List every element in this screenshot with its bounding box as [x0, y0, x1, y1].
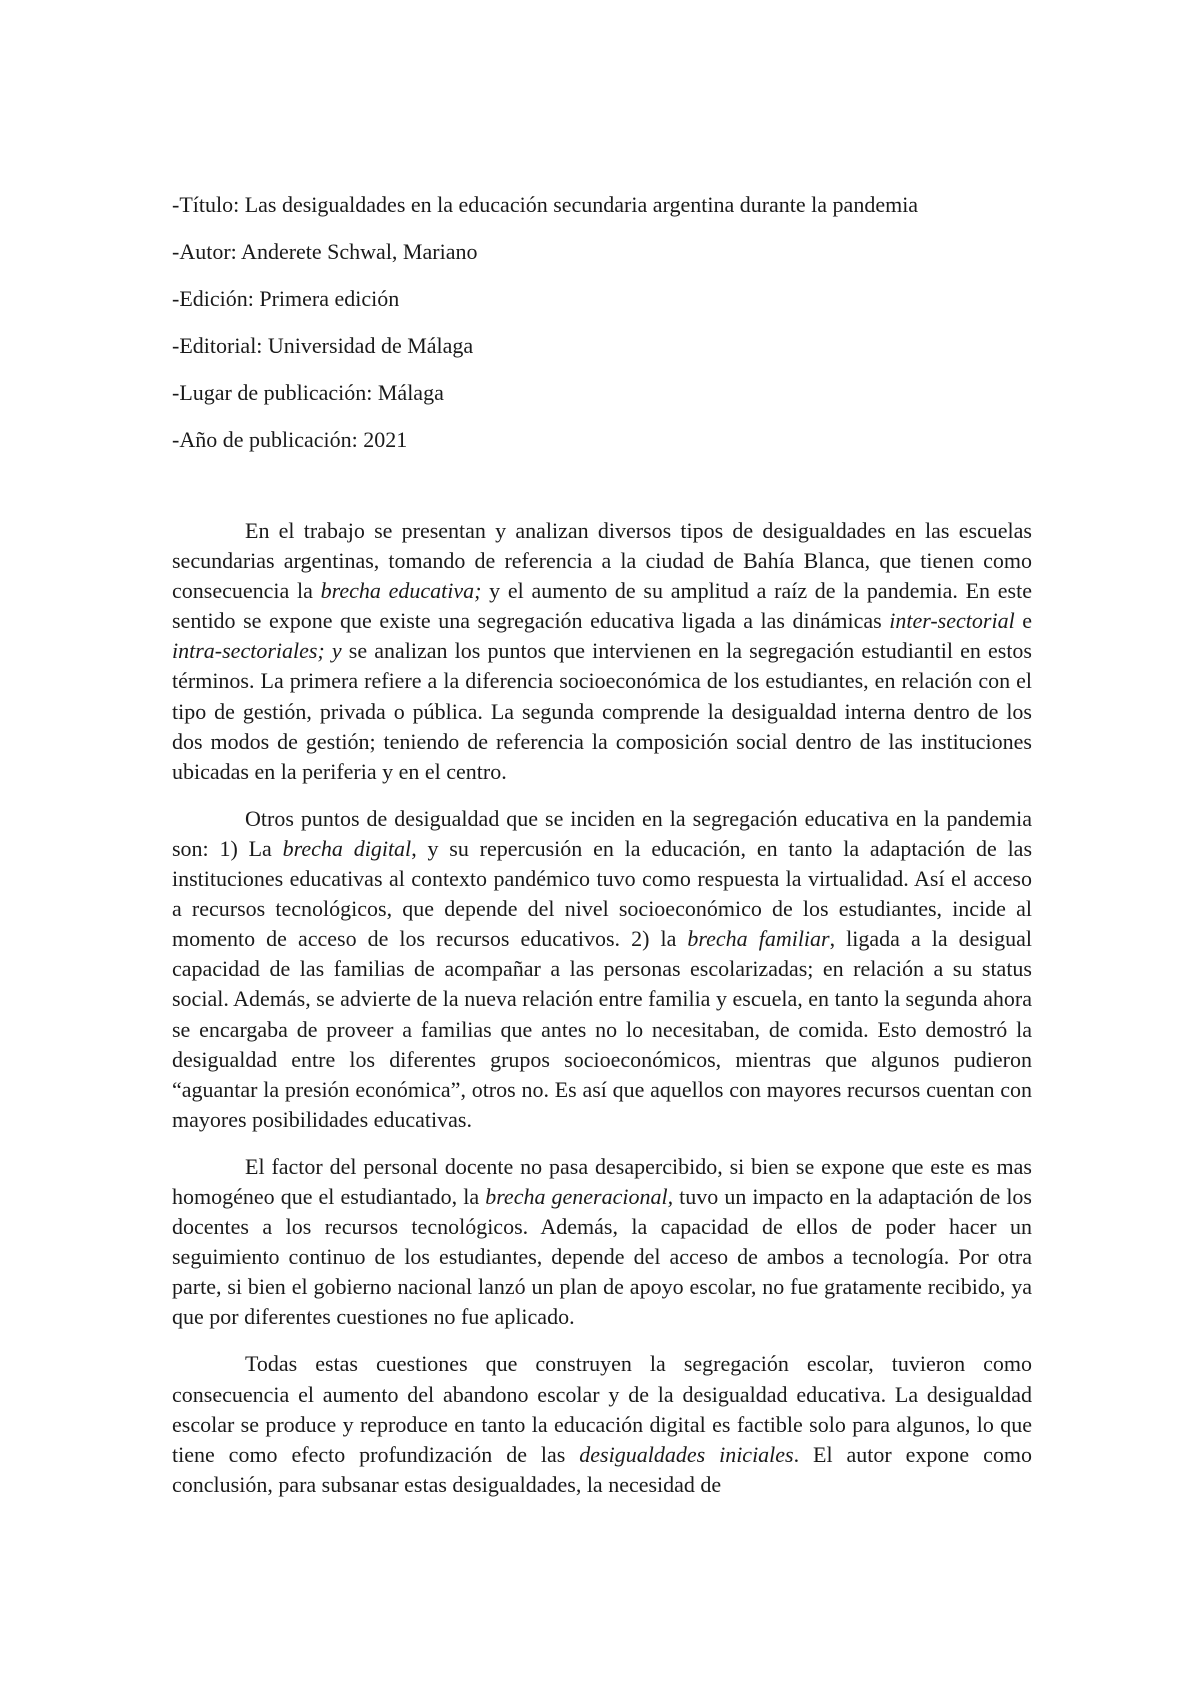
- metadata-place: -Lugar de publicación: Málaga: [172, 380, 444, 405]
- italic-term: brecha generacional,: [485, 1183, 674, 1209]
- italic-term: brecha educativa;: [320, 578, 482, 604]
- paragraph-3: [172, 1152, 1032, 1333]
- text-run: tuvo un impacto en la adaptación de los docentes a los recursos tecnológicos. Además, la capacidad de ellos de poder hacer un seguimiento continuo de los estudiantes, depende del acceso de ambos a tecnología. Por otra parte, si bien el gobierno nacional lanzó un plan de apoyo escolar, no fue gratamente recibido, ya que por diferentes cuestiones no fue aplicado.: [172, 1183, 1032, 1330]
- metadata-year: -Año de publicación: 2021: [172, 427, 408, 452]
- text-run: . El autor expone como conclusión, para subsanar estas desigualdades, la necesidad de: [172, 1441, 1032, 1497]
- metadata-title: -Título: Las desigualdades en la educación secundaria argentina durante la pandemia: [172, 192, 919, 217]
- metadata-author: -Autor: Anderete Schwal, Mariano: [172, 239, 478, 264]
- paragraph-1: [172, 516, 1032, 787]
- bibliographic-metadata: [172, 190, 1052, 472]
- italic-term: intra-sectoriales; y: [172, 638, 342, 664]
- metadata-publisher: -Editorial: Universidad de Málaga: [172, 333, 474, 358]
- text-run: e: [1014, 608, 1032, 634]
- text-run: El factor del personal docente no pasa desapercibido, si bien se expone que este es mas homogéneo que el estudiantado, la: [172, 1153, 1032, 1209]
- italic-term: brecha familiar: [687, 926, 830, 952]
- text-run: Todas estas cuestiones que construyen la segregación escolar, tuvieron como consecuencia el aumento del abandono escolar y de la desigualdad educativa. La desigualdad escolar se produce y reproduce en tanto la educación digital es factible solo para algunos, lo que tiene como efecto profundización de las: [172, 1351, 1032, 1467]
- metadata-edition: -Edición: Primera edición: [172, 286, 400, 311]
- text-run: se analizan los puntos que intervienen en la segregación estudiantil en estos términos. La primera refiere a la diferencia socioeconómica de los estudiantes, en relación con el tipo de gestión, privada o pública. La segunda comprende la desigualdad interna dentro de los dos modos de gestión; teniendo de referencia la composición social dentro de las instituciones ubicadas en la periferia y en el centro.: [172, 638, 1032, 784]
- text-run: y el aumento de su amplitud a raíz de la pandemia. En este sentido se expone que existe una segregación educativa ligada a las dinámicas: [172, 578, 1032, 634]
- italic-term: desigualdades iniciales: [579, 1441, 794, 1467]
- text-run: Otros puntos de desigualdad que se inciden en la segregación educativa en la pandemia son: 1) La: [172, 805, 1032, 861]
- summary-body: [172, 516, 1032, 1517]
- paragraph-4: [172, 1349, 1032, 1499]
- italic-term: brecha digital: [282, 835, 412, 861]
- paragraph-2: [172, 804, 1032, 1135]
- italic-term: inter-sectorial: [889, 608, 1015, 634]
- text-run: En el trabajo se presentan y analizan diversos tipos de desigualdades en las escuelas secundarias argentinas, tomando de referencia a la ciudad de Bahía Blanca, que tienen como consecuencia la: [172, 518, 1032, 604]
- text-run: , ligada a la desigual capacidad de las familias de acompañar a las personas escolarizadas; en relación a su status social. Además, se advierte de la nueva relación entre familia y escuela, en tanto la segunda ahora se encargaba de proveer a familias que antes no lo necesitaban, de comida. Esto demostró la desigualdad entre los diferentes grupos socioeconómicos, mientras que algunos pudieron “aguantar la presión económica”, otros no. Es así que aquellos con mayores recursos cuentan con mayores posibilidades educativas.: [172, 926, 1032, 1132]
- text-run: , y su repercusión en la educación, en tanto la adaptación de las instituciones educativas al contexto pandémico tuvo como respuesta la virtualidad. Así el acceso a recursos tecnológicos, que depende del nivel socioeconómico de los estudiantes, incide al momento de acceso de los recursos educativos. 2) la: [172, 835, 1033, 952]
